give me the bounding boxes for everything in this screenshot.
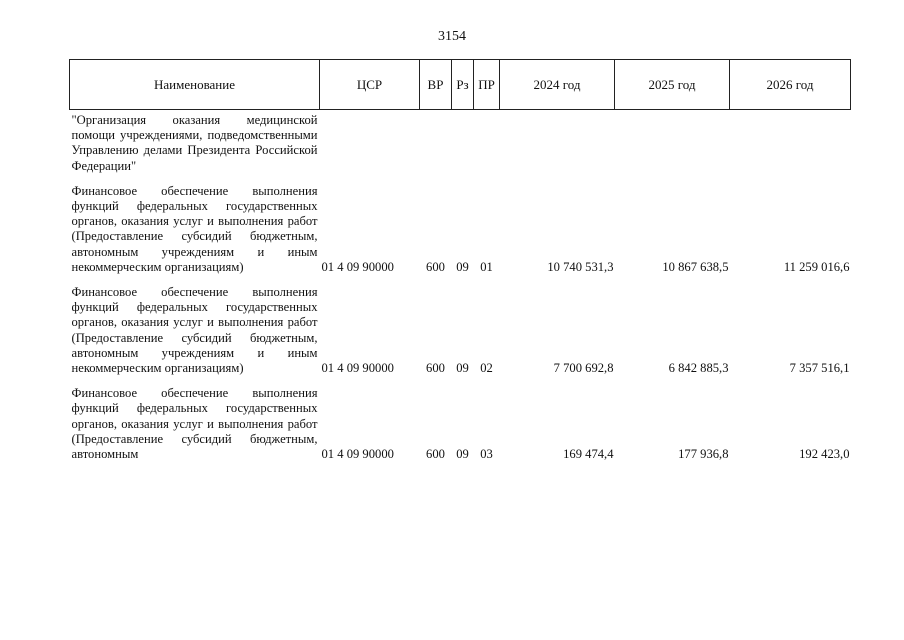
table-row [70,110,851,182]
header-pr: ПР [474,60,500,110]
row-2025: 6 842 885,3 [668,361,729,376]
row-vr: 600 [426,259,445,274]
row-2025 [615,110,730,182]
table-row [70,283,851,384]
row-pr: 03 [480,447,493,462]
row-csr [320,110,420,182]
table-header [70,60,851,110]
row-pr: 02 [480,361,493,376]
row-2025: 10 867 638,5 [662,259,729,274]
header-2025: 2025 год [615,60,730,110]
header-2026: 2026 год [730,60,851,110]
header-2024: 2024 год [500,60,615,110]
row-2026: 192 423,0 [799,447,850,462]
header-rz: Рз [452,60,474,110]
row-pr: 01 [480,259,493,274]
row-name: Финансовое обеспечение выполнения функций федеральных государственных органов, оказания услуг и выполнения работ (Предоставление субсидий бюджетным, автономным учреждениям и иным некоммерческим организациям) [71,285,318,376]
row-2026: 11 259 016,6 [783,259,850,274]
row-2026 [730,110,851,182]
table-row [70,182,851,283]
table-body [70,110,851,463]
page-number: 3154 [438,29,466,44]
row-csr: 01 4 09 90000 [321,447,394,462]
budget-table [69,59,851,462]
row-pr [474,110,500,182]
row-name: "Организация оказания медицинской помощи учреждениями, подведомственными Управлению делами Президента Российской Федерации" [71,113,318,173]
row-rz: 09 [456,447,469,462]
row-csr: 01 4 09 90000 [321,259,394,274]
row-name: Финансовое обеспечение выполнения функций федеральных государственных органов, оказания услуг и выполнения работ (Предоставление субсидий бюджетным, автономным учреждениям и иным некоммерческим организациям) [71,183,318,274]
row-2024 [500,110,615,182]
row-2024: 169 474,4 [563,447,614,462]
row-2026: 7 357 516,1 [789,361,850,376]
table-row [70,384,851,462]
row-2025: 177 936,8 [678,447,729,462]
row-rz: 09 [456,361,469,376]
header-csr: ЦСР [320,60,420,110]
row-vr [420,110,452,182]
row-rz [452,110,474,182]
row-rz: 09 [456,259,469,274]
row-vr: 600 [426,361,445,376]
row-2024: 10 740 531,3 [547,259,614,274]
header-vr: ВР [420,60,452,110]
row-2024: 7 700 692,8 [553,361,614,376]
row-csr: 01 4 09 90000 [321,361,394,376]
row-vr: 600 [426,447,445,462]
header-name: Наименование [70,60,320,110]
row-name: Финансовое обеспечение выполнения функций федеральных государственных органов, оказания услуг и выполнения работ (Предоставление субсидий бюджетным, автономным [71,386,318,462]
